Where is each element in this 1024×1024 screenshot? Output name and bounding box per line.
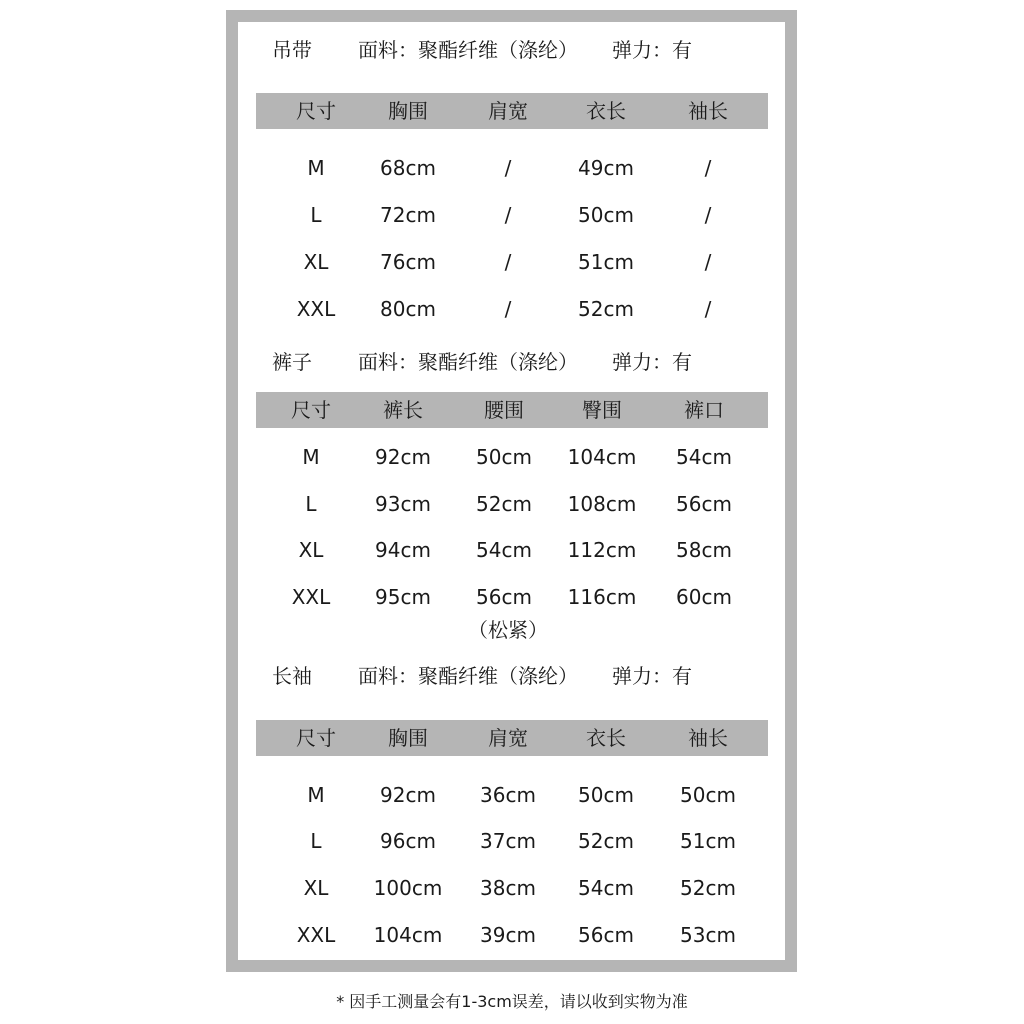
table-cell: 80cm (380, 297, 436, 321)
column-header: 尺寸 (296, 726, 336, 750)
column-header: 臀围 (582, 398, 622, 422)
table-cell: 50cm (578, 783, 634, 807)
column-header: 衣长 (586, 99, 626, 123)
table-cell: 58cm (676, 538, 732, 562)
table-cell: / (704, 203, 712, 227)
size-label: XXL (291, 585, 331, 609)
table-cell: 50cm (476, 445, 532, 469)
table-cell: 36cm (480, 783, 536, 807)
column-header: 胸围 (388, 726, 428, 750)
column-header: 尺寸 (291, 398, 331, 422)
table-cell: 76cm (380, 250, 436, 274)
table-cell: 96cm (380, 829, 436, 853)
column-header: 腰围 (484, 398, 524, 422)
size-label: L (305, 492, 317, 516)
elasticity-label: 弹力：有 (612, 38, 692, 62)
section-title-longsleeve (272, 661, 692, 691)
table-cell: 112cm (567, 538, 637, 562)
column-header: 尺寸 (296, 99, 336, 123)
size-label: L (310, 203, 322, 227)
table-cell: 52cm (680, 876, 736, 900)
table-cell: / (504, 156, 512, 180)
table-cell: / (504, 203, 512, 227)
table-cell: 50cm (680, 783, 736, 807)
table-cell: 93cm (375, 492, 431, 516)
elasticity-label: 弹力：有 (612, 350, 692, 374)
table-cell: 104cm (567, 445, 637, 469)
size-label: L (310, 829, 322, 853)
table-cell: 56cm (476, 585, 532, 609)
table-cell: 116cm (567, 585, 637, 609)
column-header: 肩宽 (488, 726, 528, 750)
table-cell: 68cm (380, 156, 436, 180)
column-header: 胸围 (388, 99, 428, 123)
size-label: M (307, 156, 325, 180)
table-cell: 54cm (476, 538, 532, 562)
table-cell: 56cm (578, 923, 634, 947)
waist-elastic-note: （松紧） (468, 618, 548, 642)
table-cell: 37cm (480, 829, 536, 853)
size-label: M (307, 783, 325, 807)
table-cell: 108cm (567, 492, 637, 516)
table-cell: 53cm (680, 923, 736, 947)
column-header: 肩宽 (488, 99, 528, 123)
table-cell: 51cm (680, 829, 736, 853)
table-cell: 52cm (578, 829, 634, 853)
table-cell: 38cm (480, 876, 536, 900)
table-cell: 72cm (380, 203, 436, 227)
table-cell: / (504, 250, 512, 274)
column-header: 袖长 (688, 99, 728, 123)
table-cell: 52cm (476, 492, 532, 516)
section-name: 长袖 (272, 664, 312, 688)
table-cell: 100cm (373, 876, 443, 900)
elasticity-label: 弹力：有 (612, 664, 692, 688)
size-label: M (302, 445, 320, 469)
table-cell: 52cm (578, 297, 634, 321)
column-header: 袖长 (688, 726, 728, 750)
measurement-footnote: * 因手工测量会有1-3cm误差，请以收到实物为准 (336, 992, 688, 1011)
table-cell: 50cm (578, 203, 634, 227)
table-cell: / (704, 297, 712, 321)
table-cell: 104cm (373, 923, 443, 947)
table-cell: 95cm (375, 585, 431, 609)
table-cell: 92cm (380, 783, 436, 807)
column-header: 裤口 (684, 398, 724, 422)
material-label: 面料：聚酯纤维（涤纶） (358, 664, 578, 688)
table-cell: / (704, 250, 712, 274)
section-name: 裤子 (272, 350, 312, 374)
size-label: XL (298, 538, 324, 562)
column-header: 衣长 (586, 726, 626, 750)
table-cell: 51cm (578, 250, 634, 274)
size-label: XXL (296, 297, 336, 321)
table-cell: 56cm (676, 492, 732, 516)
table-cell: 54cm (676, 445, 732, 469)
size-label: XL (303, 250, 329, 274)
section-title-camisole (272, 35, 692, 65)
table-cell: 92cm (375, 445, 431, 469)
table-cell: / (504, 297, 512, 321)
section-title-pants (272, 347, 692, 377)
size-label: XL (303, 876, 329, 900)
table-cell: 54cm (578, 876, 634, 900)
size-label: XXL (296, 923, 336, 947)
table-cell: 60cm (676, 585, 732, 609)
material-label: 面料：聚酯纤维（涤纶） (358, 350, 578, 374)
material-label: 面料：聚酯纤维（涤纶） (358, 38, 578, 62)
table-cell: 49cm (578, 156, 634, 180)
table-cell: 94cm (375, 538, 431, 562)
section-name: 吊带 (272, 38, 312, 62)
column-header: 裤长 (383, 398, 423, 422)
table-cell: 39cm (480, 923, 536, 947)
table-cell: / (704, 156, 712, 180)
